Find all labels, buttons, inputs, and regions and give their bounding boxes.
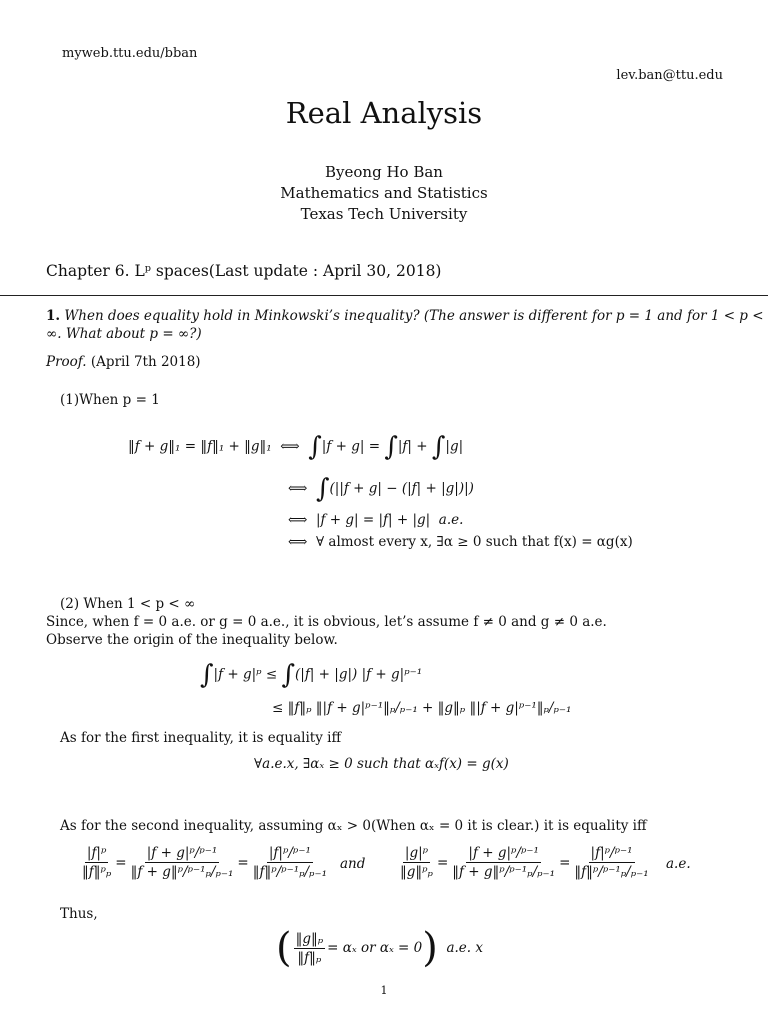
integral-icon: ∫ [384, 432, 398, 462]
case1-heading: (1)When p = 1 [60, 392, 160, 408]
case2-heading: (2) When 1 < p < ∞ [60, 596, 196, 612]
fraction-numerator: |f + g|ᵖ/ᵖ⁻¹ [146, 845, 218, 861]
and-word: and [340, 856, 366, 872]
proof-date: (April 7th 2018) [90, 354, 201, 370]
iff-symbol: ⟺ [288, 534, 308, 550]
author-dept: Mathematics and Statistics [280, 184, 488, 202]
thus-label: Thus, [60, 906, 98, 922]
case1-eq4-text: ∀ almost every x, ∃α ≥ 0 such that f(x) = αg(x) [315, 534, 633, 550]
fraction-numerator: |f|ᵖ/ᵖ⁻¹ [268, 845, 311, 861]
iff-symbol: ⟺ [280, 438, 300, 455]
final-ae: a.e. x [446, 940, 483, 956]
integral-icon: ∫ [281, 660, 296, 690]
fraction-equality-g: $\frac{\text{|g|ᵖ}}{\text{‖g‖ᵖₚ}}$ = $\frac{\text{|f + g|ᵖ/ᵖ⁻¹}}{\text{‖f + g‖ᵖ/ᵖ⁻¹ₚ/ₚ₋₁}}$ = $\frac{\text{|f|ᵖ/ᵖ⁻¹}}{\text{‖f‖ᵖ/ᵖ⁻¹ₚ/ₚ₋₁}}$ [400, 845, 649, 880]
case2-ineq2: ≤ ‖f‖ₚ ‖|f + g|ᵖ⁻¹‖ₚ/ₚ₋₁ + ‖g‖ₚ ‖|f + g|ᵖ⁻¹‖ₚ/ₚ₋₁ [272, 700, 572, 716]
fraction [450, 844, 557, 881]
proof-label: Proof. [46, 354, 87, 370]
case1-eq1-rhs-a: |f + g| = [321, 438, 381, 455]
iff-symbol: ⟺ [288, 512, 308, 528]
case1-eq2-text: (||f + g| − (|f| + |g|)|) [329, 480, 474, 497]
paper-title: Real Analysis [285, 96, 483, 130]
chapter-heading: Chapter 6. Lᵖ spaces(Last update : April 30, 2018) [46, 262, 442, 280]
case1-eq3 [288, 512, 463, 528]
fraction-denominator: ‖f‖ₚ [297, 949, 322, 966]
case1-eq1 [128, 432, 463, 462]
case1-eq1-rhs-b: |f| + [397, 438, 428, 455]
case2-second-iff: As for the second inequality, assuming αₓ > 0(When αₓ = 0 it is clear.) it is equality iff [60, 818, 647, 834]
fraction-denominator: ‖f + g‖ᵖ/ᵖ⁻¹ₚ/ₚ₋₁ [452, 864, 556, 880]
fraction-equality-f: $\frac{\text{|f|ᵖ}}{\text{‖f‖ᵖₚ}}$ = $\frac{\text{|f + g|ᵖ/ᵖ⁻¹}}{\text{‖f + g‖ᵖ/ᵖ⁻¹ₚ/ₚ₋₁}}$ = $\frac{\text{|f|ᵖ/ᵖ⁻¹}}{\text{‖f‖ᵖ/ᵖ⁻¹ₚ/ₚ₋₁}}$ [82, 845, 327, 880]
case2-ineq1 [200, 660, 422, 690]
case1-eq3-text: |f + g| = |f| + |g| [315, 512, 431, 528]
case2-observe: Observe the origin of the inequality below. [46, 632, 338, 648]
fraction [398, 844, 435, 881]
integral-icon: ∫ [315, 474, 330, 504]
case1-eq2 [288, 474, 474, 504]
fraction-denominator: ‖f + g‖ᵖ/ᵖ⁻¹ₚ/ₚ₋₁ [130, 864, 234, 880]
left-paren-icon: ( [276, 925, 292, 971]
header-email[interactable]: lev.ban@ttu.edu [616, 68, 723, 83]
proof-line [46, 354, 201, 370]
page-number: 1 [380, 984, 388, 997]
section-divider [0, 295, 768, 296]
case1-eq1-rhs-c: |g| [445, 438, 464, 455]
case2-ineq1-a: |f + g|ᵖ ≤ [213, 666, 278, 683]
fraction-denominator: ‖f‖ᵖₚ [82, 864, 112, 880]
fraction [80, 844, 113, 881]
question-text-2: ∞. What about p = ∞?) [46, 326, 202, 342]
final-equation [276, 925, 483, 971]
iff-symbol: ⟺ [288, 480, 308, 497]
fraction-denominator: ‖g‖ᵖₚ [400, 864, 433, 880]
fraction-numerator: |f|ᵖ [86, 845, 107, 861]
fraction-numerator: |f|ᵖ/ᵖ⁻¹ [590, 845, 633, 861]
right-paren-icon: ) [422, 925, 438, 971]
case2-since: Since, when f = 0 a.e. or g = 0 a.e., it is obvious, let’s assume f ≠ 0 and g ≠ 0 a.e. [46, 614, 607, 630]
fraction [572, 844, 650, 881]
question-text-1: When does equality hold in Minkowski’s inequality? (The answer is different for p = 1 and for 1 < p < [64, 308, 764, 324]
author-name: Byeong Ho Ban [325, 163, 443, 181]
ae-label: a.e. [666, 856, 691, 872]
fraction-numerator: ‖g‖ₚ [295, 930, 324, 947]
case1-eq3-ae: a.e. [438, 512, 464, 528]
final-rest: = αₓ or αₓ = 0 [327, 940, 423, 956]
integral-icon: ∫ [308, 432, 322, 462]
fraction-numerator: |f + g|ᵖ/ᵖ⁻¹ [468, 845, 539, 861]
fraction-denominator: ‖f‖ᵖ/ᵖ⁻¹ₚ/ₚ₋₁ [574, 864, 649, 880]
case2-first-cond: ∀a.e.x, ∃αₓ ≥ 0 such that αₓf(x) = g(x) [254, 756, 509, 772]
fraction [294, 930, 326, 967]
case1-eq1-lhs: ‖f + g‖₁ = ‖f‖₁ + ‖g‖₁ [128, 438, 272, 455]
case2-ineq1-b: (|f| + |g|) |f + g|ᵖ⁻¹ [295, 666, 423, 683]
fraction [129, 844, 236, 881]
fraction-denominator: ‖f‖ᵖ/ᵖ⁻¹ₚ/ₚ₋₁ [252, 864, 327, 880]
author-univ: Texas Tech University [300, 205, 468, 223]
header-url[interactable]: myweb.ttu.edu/bban [62, 46, 198, 61]
integral-icon: ∫ [200, 660, 214, 690]
case2-first-iff: As for the first inequality, it is equality iff [60, 730, 342, 746]
fraction-numerator: |g|ᵖ [404, 845, 429, 861]
case1-eq4 [288, 534, 633, 550]
integral-icon: ∫ [431, 432, 446, 462]
fraction [251, 844, 329, 881]
question-line-1 [46, 308, 764, 324]
question-number: 1. [46, 308, 61, 324]
